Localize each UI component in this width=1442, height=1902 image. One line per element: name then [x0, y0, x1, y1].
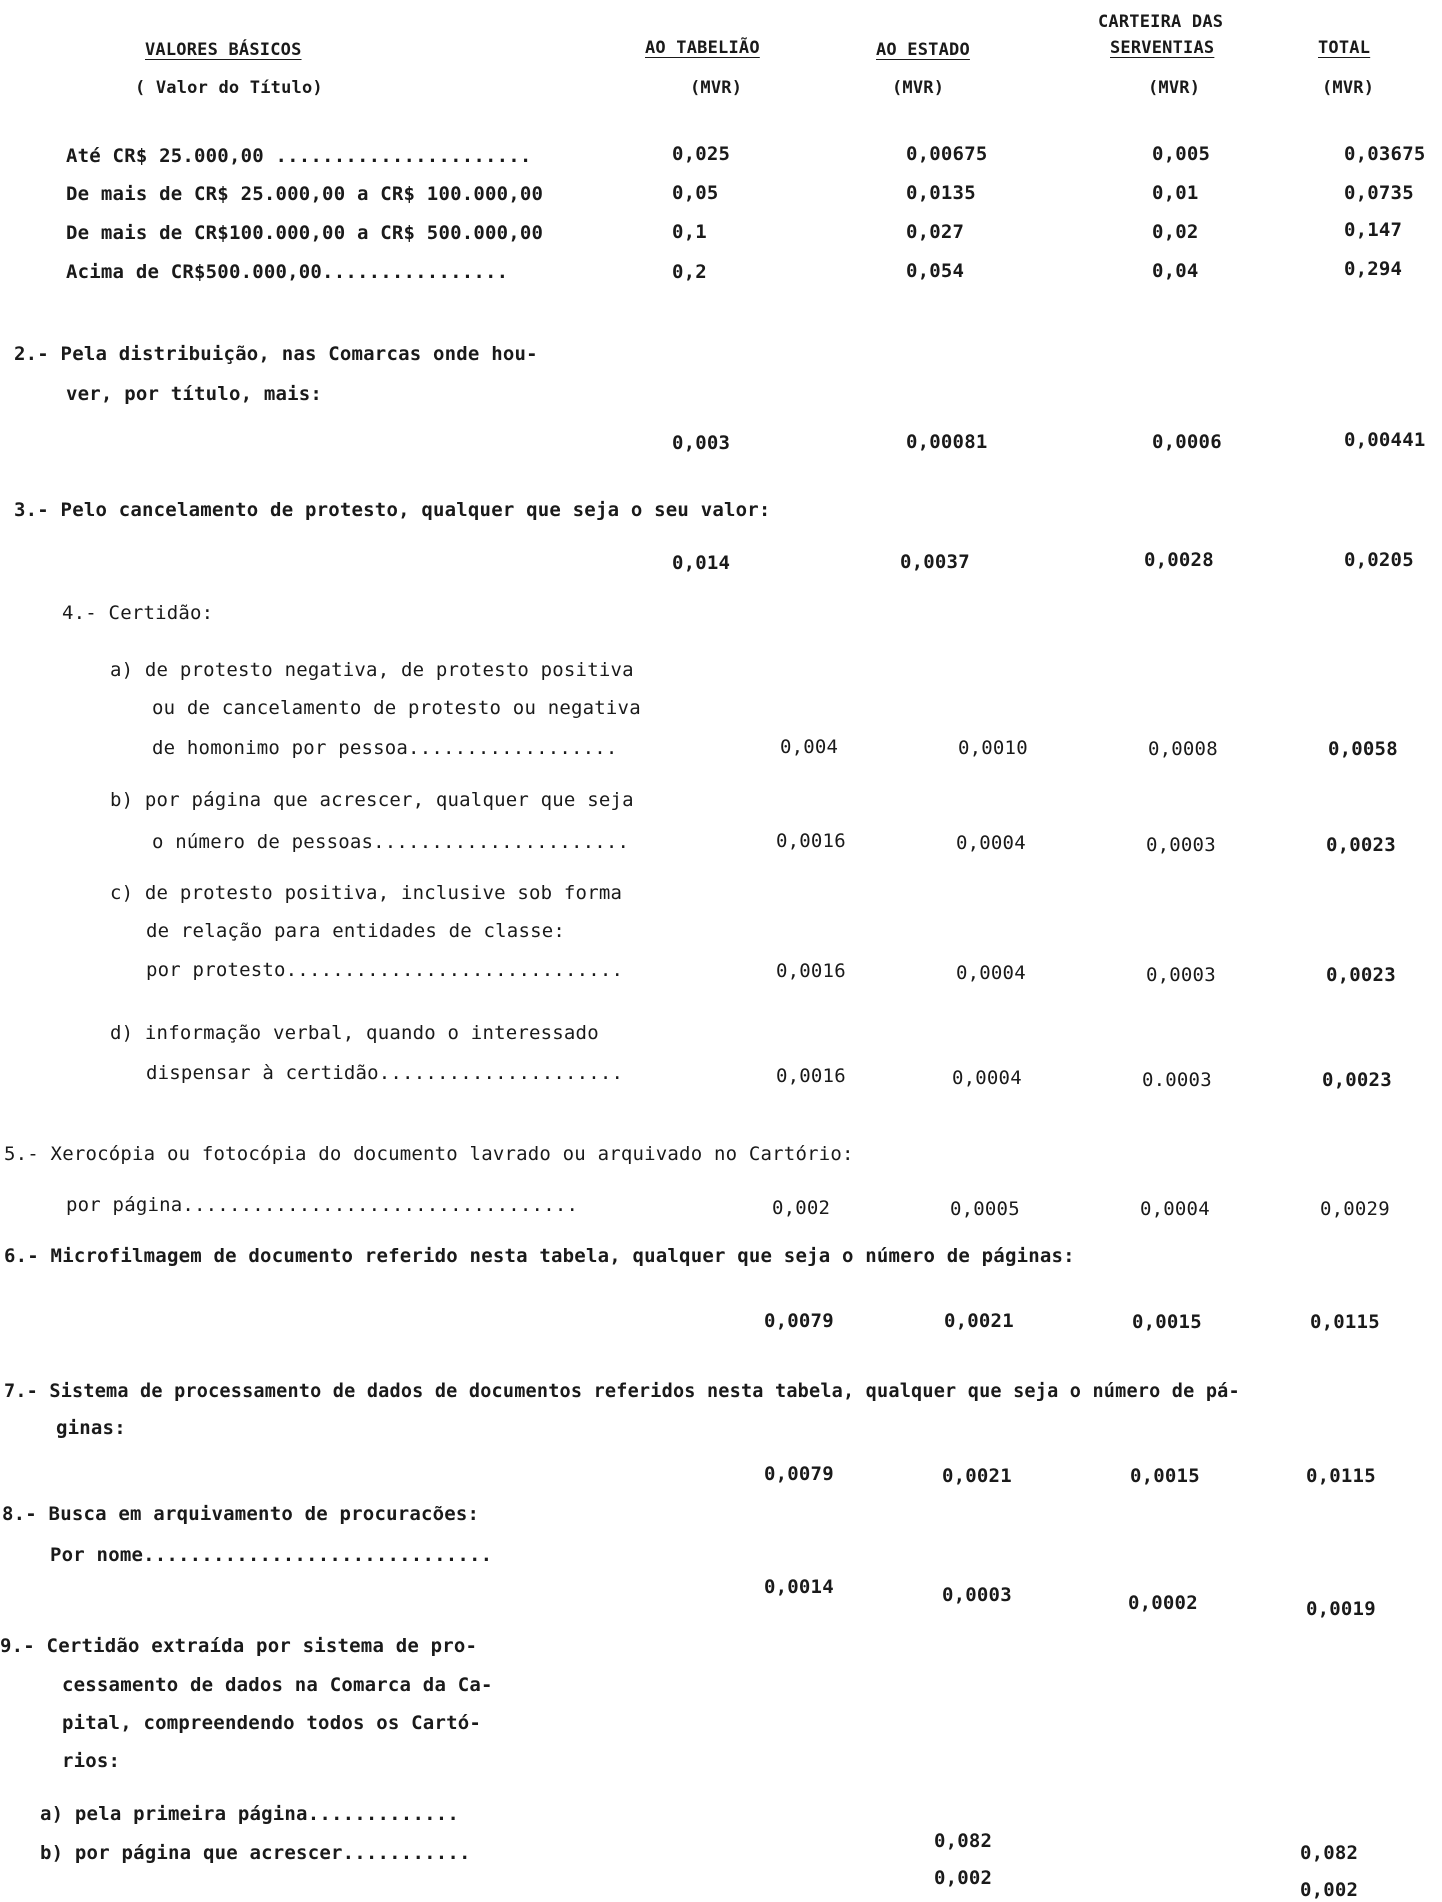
value-tabeliao: 0,002	[772, 1197, 831, 1219]
value-total: 0,0019	[1306, 1598, 1376, 1620]
item4d-line1: d) informação verbal, quando o interessado	[110, 1022, 599, 1044]
value-estado: 0,0021	[942, 1465, 1012, 1487]
value-total: 0,082	[1300, 1842, 1359, 1864]
value-estado: 0,0005	[950, 1198, 1020, 1220]
header-tabeliao: AO TABELIÃO	[645, 38, 760, 58]
value-tabeliao: 0,003	[672, 432, 731, 454]
item2-text-line1: 2.- Pela distribuição, nas Comarcas onde hou-	[14, 343, 538, 365]
value-tabeliao: 0,1	[672, 221, 707, 243]
value-estado: 0,054	[906, 260, 965, 282]
value-tabeliao: 0,0079	[764, 1463, 834, 1485]
row-label: Acima de CR$500.000,00................	[66, 261, 509, 283]
value-total: 0,0023	[1322, 1069, 1392, 1091]
unit-carteira: (MVR)	[1148, 78, 1201, 98]
value-total: 0,0735	[1344, 182, 1414, 204]
value-tabeliao: 0,0016	[776, 960, 846, 982]
value-tabeliao: 0,025	[672, 143, 731, 165]
value-total: 0,03675	[1344, 143, 1426, 165]
value-carteira: 0,0015	[1132, 1311, 1202, 1333]
value-estado: 0,00675	[906, 143, 988, 165]
value-total: 0,00441	[1344, 429, 1426, 451]
item8-line2: Por nome..............................	[50, 1544, 493, 1566]
value-estado: 0,00081	[906, 431, 988, 453]
item3-text: 3.- Pelo cancelamento de protesto, qualquer que seja o seu valor:	[14, 499, 771, 521]
value-tabeliao: 0,014	[672, 552, 731, 574]
item9a-label: a) pela primeira página.............	[40, 1803, 460, 1825]
header-total: TOTAL	[1318, 38, 1371, 58]
value-tabeliao: 0,0016	[776, 830, 846, 852]
value-estado: 0,0004	[952, 1067, 1022, 1089]
item4a-line2: ou de cancelamento de protesto ou negativa	[152, 697, 641, 719]
value-estado: 0,002	[934, 1867, 993, 1889]
item9-line3: pital, compreendendo todos os Cartó-	[62, 1712, 482, 1734]
item4a-line3: de homonimo por pessoa..................	[152, 737, 618, 759]
item6-text: 6.- Microfilmagem de documento referido nesta tabela, qualquer que seja o número de páginas:	[4, 1245, 1075, 1267]
value-carteira: 0,0008	[1148, 738, 1218, 760]
item8-line1: 8.- Busca em arquivamento de procuracões:	[2, 1503, 480, 1525]
item7-line2: ginas:	[56, 1417, 126, 1439]
item4c-line1: c) de protesto positiva, inclusive sob forma	[110, 882, 623, 904]
value-estado: 0,027	[906, 221, 965, 243]
value-carteira: 0,0015	[1130, 1465, 1200, 1487]
value-total: 0,0058	[1328, 738, 1398, 760]
value-carteira: 0,005	[1152, 143, 1211, 165]
value-total: 0,0115	[1310, 1311, 1380, 1333]
row-label: De mais de CR$100.000,00 a CR$ 500.000,00	[66, 222, 544, 244]
value-total: 0,147	[1344, 219, 1403, 241]
item4c-line3: por protesto.............................	[146, 959, 624, 981]
value-carteira: 0,04	[1152, 260, 1199, 282]
item9-line4: rios:	[62, 1750, 121, 1772]
item5-line1: 5.- Xerocópia ou fotocópia do documento lavrado ou arquivado no Cartório:	[4, 1143, 854, 1165]
value-estado: 0,0135	[906, 182, 976, 204]
value-carteira: 0,0006	[1152, 431, 1222, 453]
header-carteira-1: CARTEIRA DAS	[1098, 12, 1224, 32]
value-estado: 0,0021	[944, 1310, 1014, 1332]
header-estado: AO ESTADO	[876, 40, 970, 60]
value-estado: 0,0010	[958, 737, 1028, 759]
unit-estado: (MVR)	[892, 78, 945, 98]
value-total: 0,002	[1300, 1879, 1359, 1901]
value-carteira: 0,0028	[1144, 549, 1214, 571]
value-total: 0,0023	[1326, 834, 1396, 856]
item4c-line2: de relação para entidades de classe:	[146, 920, 566, 942]
row-label: Até CR$ 25.000,00 ......................	[66, 145, 532, 167]
value-estado: 0,082	[934, 1830, 993, 1852]
unit-total: (MVR)	[1322, 78, 1375, 98]
value-total: 0,294	[1344, 258, 1403, 280]
value-carteira: 0,01	[1152, 182, 1199, 204]
value-tabeliao: 0,004	[780, 736, 839, 758]
row-label: De mais de CR$ 25.000,00 a CR$ 100.000,00	[66, 183, 544, 205]
value-carteira: 0,0003	[1146, 964, 1216, 986]
value-carteira: 0,0002	[1128, 1592, 1198, 1614]
value-carteira: 0,0003	[1146, 834, 1216, 856]
value-total: 0,0029	[1320, 1198, 1390, 1220]
item4b-line1: b) por página que acrescer, qualquer que seja	[110, 789, 634, 811]
value-total: 0,0023	[1326, 964, 1396, 986]
item9-line1: 9.- Certidão extraída por sistema de pro-	[0, 1635, 478, 1657]
value-carteira: 0,0004	[1140, 1198, 1210, 1220]
item4-title: 4.- Certidão:	[62, 602, 214, 624]
header-basic-sub: ( Valor do Título)	[135, 78, 323, 98]
item4b-line2: o número de pessoas......................	[152, 831, 630, 853]
value-tabeliao: 0,0014	[764, 1576, 834, 1598]
item5-line2: por página..................................	[66, 1194, 579, 1216]
item2-text-line2: ver, por título, mais:	[66, 383, 323, 405]
value-tabeliao: 0,0016	[776, 1065, 846, 1087]
value-estado: 0,0004	[956, 832, 1026, 854]
value-tabeliao: 0,2	[672, 261, 707, 283]
value-total: 0,0115	[1306, 1465, 1376, 1487]
value-carteira: 0,02	[1152, 221, 1199, 243]
value-total: 0,0205	[1344, 549, 1414, 571]
value-estado: 0,0003	[942, 1584, 1012, 1606]
item9-line2: cessamento de dados na Comarca da Ca-	[62, 1674, 493, 1696]
unit-tabeliao: (MVR)	[690, 78, 743, 98]
item4a-line1: a) de protesto negativa, de protesto positiva	[110, 659, 634, 681]
item7-line1: 7.- Sistema de processamento de dados de documentos referidos nesta tabela, qualquer que seja o número de pá-	[4, 1381, 1240, 1402]
item9b-label: b) por página que acrescer...........	[40, 1842, 471, 1864]
item4d-line2: dispensar à certidão.....................	[146, 1062, 624, 1084]
header-basic-values: VALORES BÁSICOS	[145, 40, 302, 60]
value-estado: 0,0037	[900, 551, 970, 573]
value-tabeliao: 0,05	[672, 182, 719, 204]
value-tabeliao: 0,0079	[764, 1310, 834, 1332]
header-carteira-2: SERVENTIAS	[1110, 38, 1215, 58]
value-carteira: 0.0003	[1142, 1069, 1212, 1091]
value-estado: 0,0004	[956, 962, 1026, 984]
